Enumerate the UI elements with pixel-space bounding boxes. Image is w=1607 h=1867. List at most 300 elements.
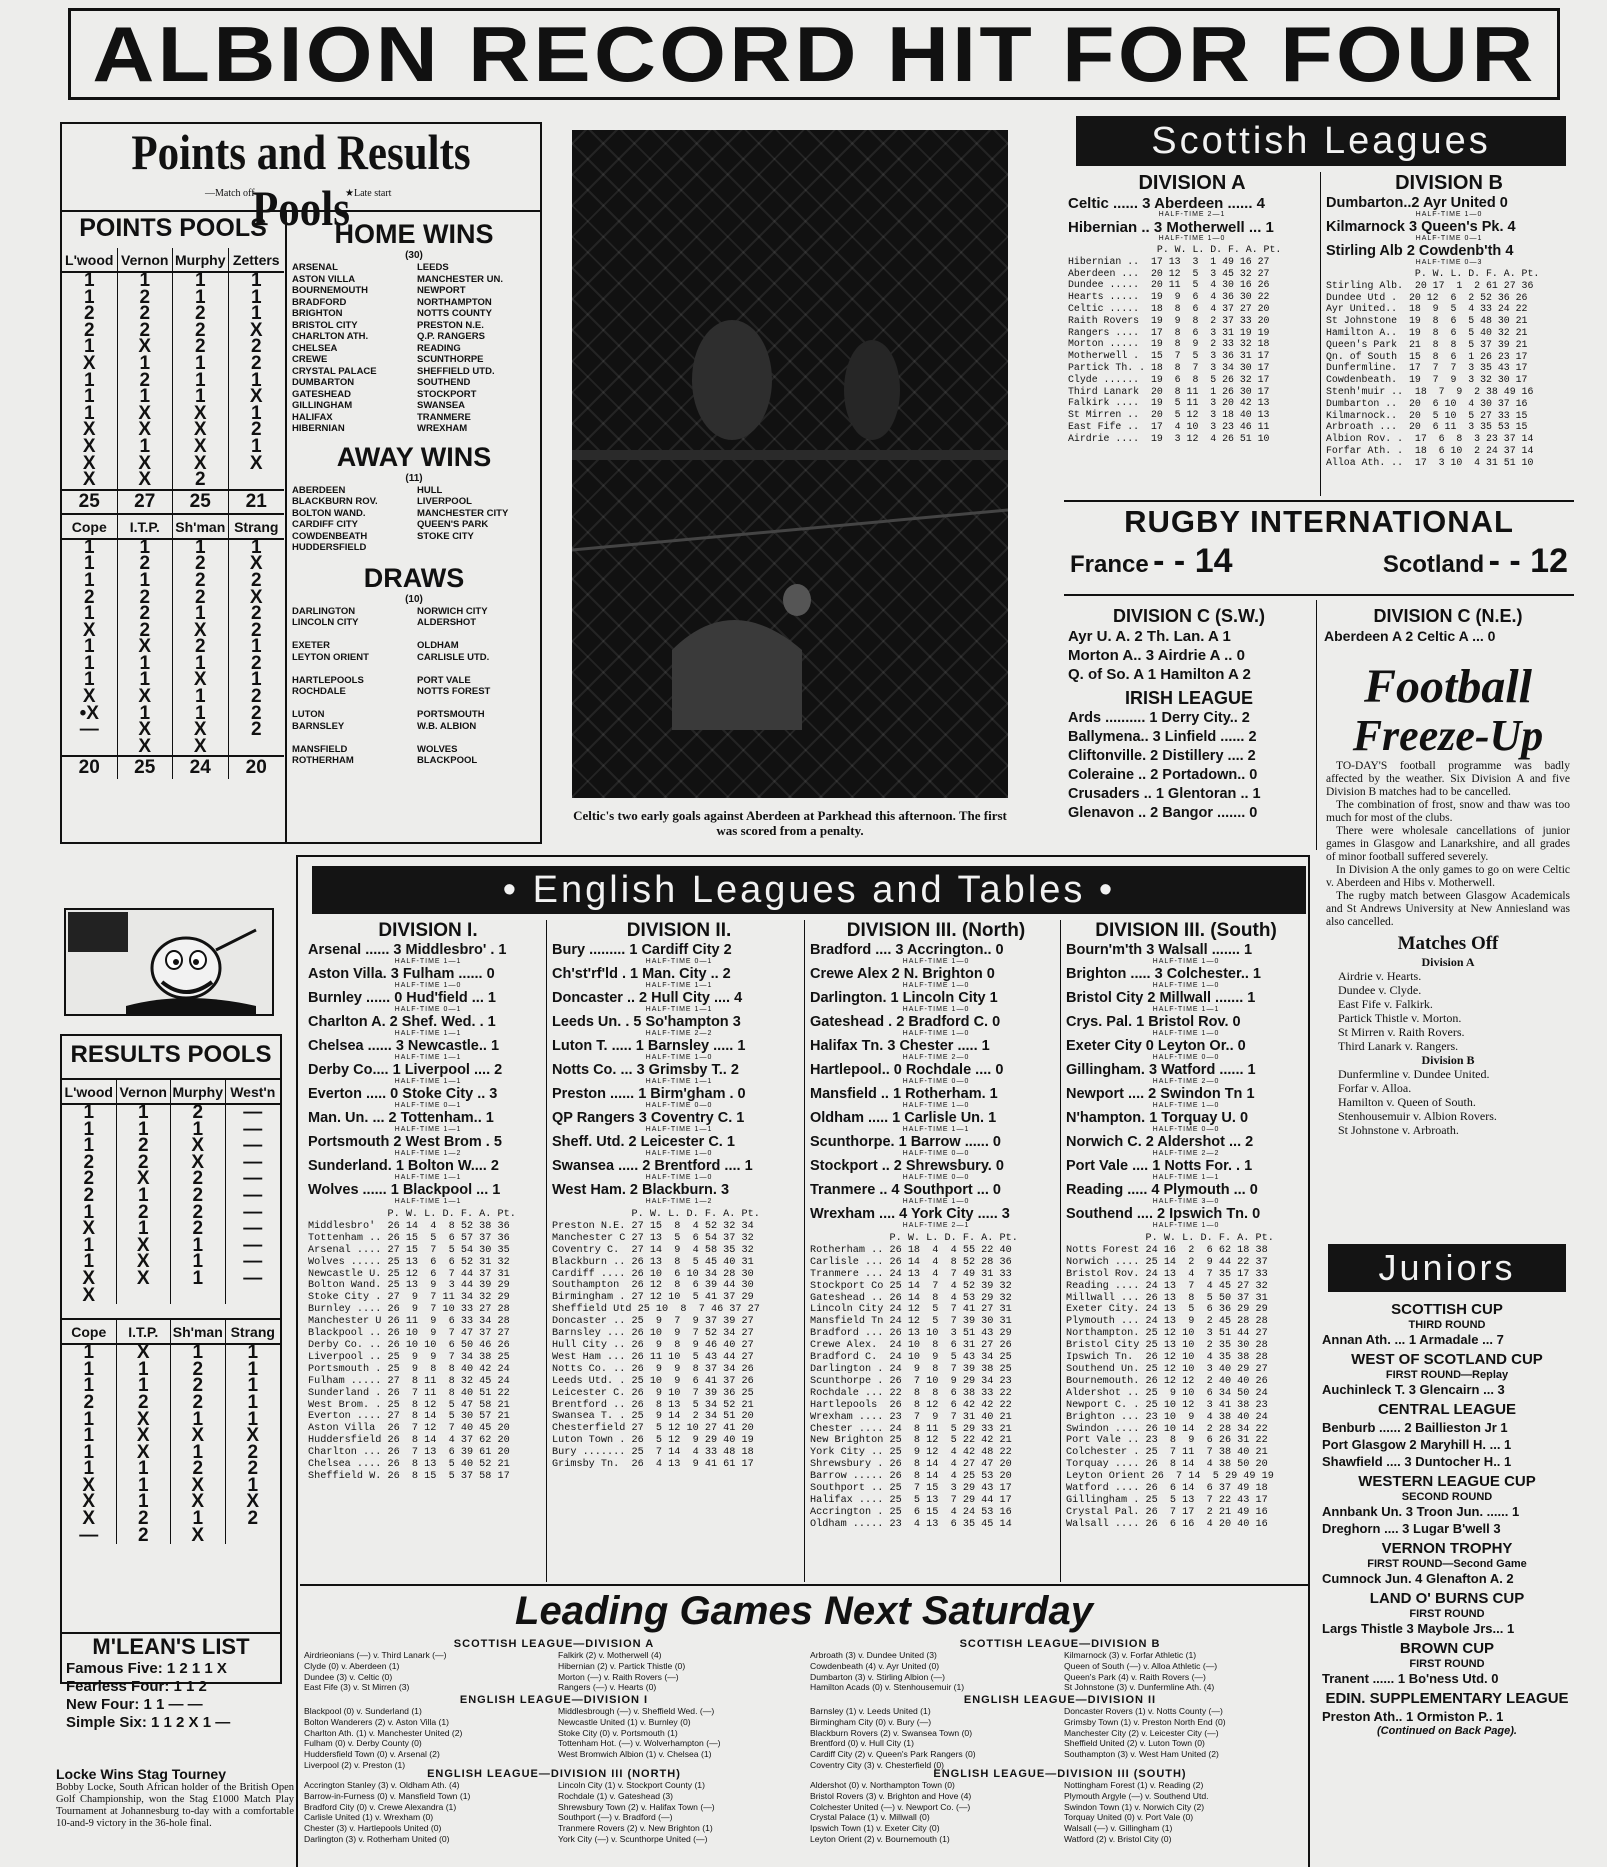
pool-cell: 1 — [62, 1105, 117, 1122]
pool-cell: 1 — [247, 1342, 259, 1364]
fixture: Cardiff City (2) v. Queen's Park Rangers (0) — [810, 1749, 976, 1760]
pool-cell: 1 — [171, 1122, 226, 1139]
pool-cell — [171, 1288, 226, 1305]
english-leagues-title: • English Leagues and Tables • — [502, 868, 1116, 911]
team-name — [292, 629, 411, 641]
div-b-results — [1326, 195, 1572, 266]
pool-column-header: L'wood — [62, 248, 118, 273]
pool-cell: — — [243, 1118, 263, 1140]
headline-text: ALBION RECORD HIT FOR FOUR — [91, 9, 1537, 98]
next-block-heading: ENGLISH LEAGUE—DIVISION I — [459, 1694, 649, 1706]
pool-cell: — — [243, 1201, 263, 1223]
junior-competition: SCOTTISH CUP — [1391, 1301, 1503, 1318]
freeze-paragraph: The rugby match between Glasgow Academicals and St Andrews University at New Anniesland was also cancelled. — [1326, 890, 1570, 928]
pool-cell: 1 — [62, 1254, 117, 1271]
match-result: Bradford .... 3 Accrington.. 0 — [810, 942, 1004, 958]
english-division-1 — [308, 920, 548, 1483]
pool-cell: 2 — [62, 1171, 117, 1188]
matches-off-title: Matches Off — [1397, 933, 1499, 954]
half-time-score: HALF-TIME 0—1 — [394, 1102, 462, 1109]
scottish-leagues-title: Scottish Leagues — [1151, 119, 1491, 162]
match-result: Aston Villa. 3 Fulham ...... 0 — [308, 966, 495, 982]
juniors-bar — [1328, 1244, 1566, 1292]
fixture: Middlesbrough (—) v. Sheffield Wed. (—) — [558, 1706, 715, 1716]
pool-cell: — — [243, 1218, 263, 1240]
team-name: WREXHAM — [417, 423, 468, 434]
pool-column-header: I.T.P. — [117, 1320, 172, 1345]
half-time-score: HALF-TIME 0—1 — [645, 958, 713, 965]
match-result: Portsmouth 2 West Brom . 5 — [308, 1134, 502, 1150]
legend-match-off: —Match off — [205, 188, 255, 199]
match-result: Mansfield .. 1 Rotherham. 1 — [810, 1086, 998, 1102]
team-name — [292, 732, 411, 744]
pool-cell: X — [118, 406, 174, 423]
scottish-div-b — [1326, 172, 1572, 469]
half-time-score: HALF-TIME 1—0 — [645, 1174, 713, 1181]
pool-cell: X — [117, 1428, 172, 1445]
pool-cell: 2 — [173, 556, 229, 573]
half-time-score: HALF-TIME 0—1 — [1415, 235, 1483, 242]
junior-result: Largs Thistle 3 Maybole Jrs... 1 — [1322, 1621, 1515, 1636]
fixture: Newcastle United (1) v. Burnley (0) — [558, 1716, 691, 1727]
points-pools-totals — [62, 489, 284, 513]
team-name: HARTLEPOOLS — [292, 674, 364, 686]
team-name: LEYTON ORIENT — [292, 651, 369, 663]
next-saturday-title: Leading Games Next Saturday — [515, 1589, 1093, 1633]
pool-cell: 1 — [117, 1378, 172, 1395]
pool-column-header: Strang — [229, 515, 285, 540]
div-c-vertical-rule — [1316, 600, 1317, 850]
results-pools-headers — [62, 1078, 280, 1105]
div-c-ne-title: DIVISION C (N.E.) — [1373, 606, 1523, 626]
match-result: Q. of So. A 1 Hamilton A 2 — [1068, 666, 1251, 683]
half-time-score: HALF-TIME 1—0 — [1152, 1222, 1220, 1229]
team-name: LUTON — [292, 709, 325, 720]
match-result: Dumbarton..2 Ayr United 0 — [1326, 195, 1508, 211]
half-time-score: HALF-TIME 0—0 — [1152, 1054, 1220, 1061]
team-name: BLACKPOOL — [417, 755, 478, 766]
fixture: Liverpool (2) v. Preston (1) — [304, 1759, 406, 1770]
match-result: Tranmere .. 4 Southport ... 0 — [810, 1182, 1001, 1198]
pool-cell: 1 — [118, 273, 174, 290]
league-table: P. W. L. D. F. A. Pt. Rotherham .. 26 18 4 4 55 22 40 Carlisle ... 26 14 4 8 52 28 36 Tranmere ... 24 13 4 7 49 31 33 Stockport Co 25 14 7 4 52 39 32 Gateshead .. 26 14 8 4 53 29 32 Lincoln City 24 12 5 7 41 27 31 Mansfield Tn 24 12 5 7 39 30 31 Bradford ... 26 13 10 3 51 43 29 Crewe Alex. 24 10 8 6 31 27 26 Bradford C. 24 10 9 5 43 34 25 Darlington . 24 9 8 7 39 38 25 Scunthorpe . 26 7 10 9 29 34 23 Rochdale ... 22 8 8 6 38 33 22 Hartlepools 26 8 12 6 42 42 22 Wrexham .... 23 7 9 7 31 40 21 Chester .... 24 8 11 5 29 33 21 New Brighton 25 8 12 5 22 42 21 York City .. 25 9 12 4 42 48 22 Shrewsbury . 26 8 14 4 27 47 20 Barrow ..... 26 8 14 4 25 53 20 Southport .. 25 7 15 3 29 43 17 Halifax .... 25 5 13 7 29 44 17 Accrington . 25 6 15 4 24 53 16 Oldham ..... 23 4 13 6 35 45 14 — [810, 1233, 1018, 1530]
matches-off-item: Stenhousemuir v. Albion Rovers. — [1338, 1109, 1497, 1123]
pool-cell: 1 — [117, 1188, 172, 1205]
team-name: ROCHDALE — [292, 686, 346, 697]
matches-off-item: Forfar v. Alloa. — [1338, 1081, 1412, 1095]
mclean-list — [62, 1632, 280, 1732]
fixture: Hibernian (2) v. Partick Thistle (0) — [558, 1660, 686, 1671]
fixture: Southampton (3) v. West Ham United (2) — [1064, 1749, 1219, 1760]
pool-cell: 2 — [62, 306, 118, 323]
team-name — [417, 629, 536, 641]
pool-cell: X — [118, 422, 174, 439]
fixture-column — [1064, 1780, 1310, 1845]
match-result: Celtic ...... 3 Aberdeen ...... 4 — [1068, 195, 1266, 212]
fixture: Blackburn Rovers (2) v. Swansea Town (0) — [810, 1727, 973, 1738]
match-result: Stirling Alb 2 Cowdenb'th 4 — [1326, 243, 1514, 259]
div-c-sw-results — [1068, 627, 1310, 684]
pool-cell: 2 — [118, 306, 174, 323]
half-time-score: HALF-TIME 1—2 — [645, 1198, 713, 1205]
mclean-lines — [62, 1660, 280, 1732]
pool-cell: 1 — [173, 373, 229, 390]
pool-cell: 2 — [62, 1155, 117, 1172]
fixture: Colchester United (—) v. Newport Co. (—) — [810, 1801, 971, 1812]
pool-cell: 2 — [118, 606, 174, 623]
english-column-rule — [804, 920, 805, 1582]
pool-cell: 2 — [171, 1188, 226, 1205]
match-photo — [572, 130, 1008, 798]
pool-cell: X — [62, 1511, 117, 1528]
match-result: Man. Un. ... 2 Tottenham.. 1 — [308, 1110, 494, 1126]
matches-off-item: Dunfermline v. Dundee United. — [1338, 1067, 1490, 1081]
pool-cell: — — [243, 1135, 263, 1157]
match-result: Crewe Alex 2 N. Brighton 0 — [810, 966, 995, 982]
pool-cell — [117, 1288, 172, 1305]
half-time-score: HALF-TIME 2—2 — [1152, 1150, 1220, 1157]
match-result: Ards .......... 1 Derry City.. 2 — [1068, 710, 1250, 726]
match-result: Arsenal ...... 3 Middlesbro' . 1 — [308, 942, 507, 958]
half-time-score: HALF-TIME 0—1 — [394, 1006, 462, 1013]
rugby-team1: France — [1070, 551, 1149, 578]
cartoon — [64, 908, 274, 1016]
pool-cell: 1 — [173, 290, 229, 307]
matches-off-item: St Mirren v. Raith Rovers. — [1338, 1025, 1465, 1039]
pool-cell: 1 — [247, 1408, 259, 1430]
half-time-score: HALF-TIME 1—0 — [902, 982, 970, 989]
fixture: Brentford (0) v. Hull City (1) — [810, 1738, 914, 1749]
pool-cell: — — [243, 1102, 263, 1123]
fixture: Walsall (—) v. Gillingham (1) — [1064, 1823, 1173, 1834]
pool-cell: X — [117, 1445, 172, 1462]
team-name: ROTHERHAM — [292, 755, 354, 766]
pool-cell: 1 — [247, 1391, 259, 1413]
rugby-team2: Scotland — [1382, 551, 1485, 578]
team-name: PORT VALE — [417, 674, 471, 686]
team-name: DARLINGTON — [292, 605, 356, 617]
pool-cell: X — [249, 319, 263, 341]
pool-cell: — — [243, 1184, 263, 1206]
pool-cell: 2 — [117, 1528, 172, 1545]
home-wins-list — [292, 262, 536, 435]
pool-cell: 1 — [250, 286, 262, 308]
matches-off-item: Third Lanark v. Rangers. — [1338, 1039, 1459, 1053]
team-name — [417, 663, 536, 675]
half-time-score: HALF-TIME 1—2 — [394, 1150, 462, 1157]
match-result: Wolves ...... 1 Blackpool ... 1 — [308, 1182, 501, 1198]
pool-cell: X — [118, 739, 174, 756]
match-result: Gillingham. 3 Watford ...... 1 — [1066, 1062, 1256, 1078]
freeze-title-2: Freeze-Up — [1352, 711, 1544, 760]
fixture: Torquay United (0) v. Port Vale (0) — [1064, 1812, 1194, 1823]
team-name: CARDIFF CITY — [292, 519, 358, 530]
pool-column-header: Vernon — [118, 248, 174, 273]
pools-vertical-divider — [285, 210, 287, 844]
match-result: Charlton A. 2 Shef. Wed. . 1 — [308, 1014, 496, 1030]
matches-off-div-b — [1326, 1067, 1570, 1137]
div-b-table: P. W. L. D. F. A. Pt. Stirling Alb. 20 17 1 2 61 27 36 Dundee Utd . 20 12 6 2 52 36 26 Ayr United.. 18 9 5 4 33 24 22 St Johnstone 19 8 6 5 48 30 21 Hamilton A.. 19 8 6 5 40 32 21 Queen's Park 21 8 8 5 37 39 21 Qn. of South 15 8 6 1 26 23 17 Dunfermline. 17 7 7 3 35 43 17 Cowdenbeath. 19 7 9 3 32 30 17 Stenh'muir .. 18 7 9 2 38 49 16 Dumbarton .. 20 6 10 4 30 37 16 Kilmarnock.. 20 5 10 5 27 33 15 Arbroath ... 20 6 11 3 35 53 15 Albion Rov. . 17 6 8 3 23 37 14 Forfar Ath. . 18 6 10 2 24 37 14 Alloa Ath. .. 17 3 10 4 31 51 10 — [1326, 268, 1540, 468]
junior-competition: CENTRAL LEAGUE — [1377, 1401, 1517, 1418]
half-time-score: HALF-TIME 1—0 — [902, 958, 970, 965]
match-result: Hibernian .. 3 Motherwell ... 1 — [1068, 219, 1274, 236]
fixture: Dumbarton (3) v. Stirling Albion (—) — [810, 1671, 945, 1682]
fixture: Coventry City (3) v. Chesterfield (0) — [810, 1759, 945, 1770]
team-name: TRANMERE — [417, 411, 471, 423]
half-time-score: HALF-TIME 1—1 — [394, 1198, 462, 1205]
pool-cell: X — [62, 1288, 117, 1305]
fixture-column — [304, 1650, 550, 1693]
pool-cell: X — [246, 1425, 260, 1447]
pool-cell: 2 — [62, 1395, 117, 1412]
team-name: CHELSEA — [292, 342, 338, 354]
team-name: LIVERPOOL — [417, 496, 472, 507]
fixture: Shrewsbury Town (2) v. Halifax Town (—) — [558, 1801, 715, 1812]
pool-cell: 2 — [117, 1138, 172, 1155]
pool-cell: 2 — [250, 719, 262, 741]
pool-total: 21 — [229, 489, 285, 513]
half-time-score: HALF-TIME 1—0 — [1158, 235, 1226, 242]
photo-caption: Celtic's two early goals against Aberdeen at Parkhead this afternoon. The first was scored from a penalty. — [573, 808, 1007, 838]
half-time-score: HALF-TIME 1—0 — [1152, 1030, 1220, 1037]
pool-cell: 2 — [171, 1105, 226, 1122]
team-name: MANCHESTER CITY — [417, 507, 509, 519]
pools-title: Points and Results Pools — [131, 124, 471, 236]
league-table: P. W. L. D. F. A. Pt. Notts Forest 24 16 2 6 62 18 38 Norwich .... 25 14 2 9 44 22 37 Bristol Rov. 24 13 4 7 35 17 33 Reading .... 24 13 7 4 45 27 32 Millwall ... 26 13 8 5 50 37 31 Exeter City. 24 13 5 6 36 29 29 Plymouth ... 24 13 9 2 45 28 28 Northampton. 25 12 10 3 51 44 27 Bristol City 25 13 10 2 35 30 28 Ipswich Tn. 26 12 10 4 35 38 28 Southend Un. 25 12 10 3 40 29 27 Bournemouth. 26 12 12 2 40 40 26 Aldershot .. 25 9 10 6 34 50 24 Newport C. . 25 10 12 3 41 38 23 Brighton ... 23 10 9 4 38 40 24 Swindon .... 26 10 14 2 28 34 22 Port Vale .. 23 8 9 6 26 31 22 Colchester . 25 7 11 7 38 40 21 Torquay .... 26 8 14 4 38 50 20 Leyton Orient 26 7 14 5 29 49 19 Watford .... 26 6 14 6 37 49 18 Gillingham . 25 5 13 7 22 43 17 Crystal Pal. 26 7 17 2 21 49 16 Walsall .... 26 6 16 4 20 40 16 — [1066, 1233, 1274, 1530]
pool-cell: 1 — [62, 639, 118, 656]
pool-cell: 2 — [173, 339, 229, 356]
team-name: READING — [417, 342, 461, 354]
pool-column-header: Zetters — [229, 248, 285, 273]
next-saturday-block-2 — [810, 1638, 1310, 1693]
match-result: Wrexham .... 4 York City ..... 3 — [810, 1206, 1010, 1222]
fixture: Bradford City (0) v. Crewe Alexandra (1) — [304, 1801, 457, 1812]
pool-cell: 1 — [117, 1478, 172, 1495]
match-result: Port Vale .... 1 Notts For. . 1 — [1066, 1158, 1253, 1174]
fixture: Plymouth Argyle (—) v. Southend Utd. — [1064, 1790, 1209, 1801]
pool-cell: 2 — [173, 573, 229, 590]
freeze-paragraph: The combination of frost, snow and thaw was too much for most of the clubs. — [1326, 799, 1570, 824]
team-name: SHEFFIELD UTD. — [417, 365, 495, 377]
pool-cell: X — [171, 1138, 226, 1155]
pool-cell: 2 — [247, 1441, 259, 1463]
team-name: HULL — [417, 484, 443, 496]
pool-cell: — — [62, 1528, 117, 1545]
match-result: Bourn'm'th 3 Walsall ....... 1 — [1066, 942, 1253, 958]
pool-cell: 2 — [118, 590, 174, 607]
english-division-3 — [810, 920, 1062, 1531]
pool-column-header: L'wood — [62, 1080, 117, 1105]
pool-cell: X — [173, 422, 229, 439]
pool-cell: X — [62, 1494, 117, 1511]
half-time-score: HALF-TIME 2—0 — [1152, 1078, 1220, 1085]
freeze-paragraph: There were wholesale cancellations of junior games in Glasgow and Lanarkshire, and all grades of minor football suffered severely. — [1326, 825, 1570, 863]
pool-cell: 2 — [171, 1205, 226, 1222]
freeze-paras — [1326, 760, 1570, 929]
pool-cell: 1 — [62, 1345, 117, 1362]
scottish-leagues-bar — [1076, 116, 1566, 166]
match-result: Southend .... 2 Ipswich Tn. 0 — [1066, 1206, 1261, 1222]
half-time-score: HALF-TIME 1—0 — [1415, 211, 1483, 218]
fixture: Sheffield United (2) v. Luton Town (0) — [1064, 1738, 1205, 1749]
points-pools2-body — [62, 536, 284, 757]
match-result: Leeds Un. . 5 So'hampton 3 — [552, 1014, 741, 1030]
pool-cell: X — [62, 1478, 117, 1495]
pool-cell: 2 — [117, 1511, 172, 1528]
team-name: MANCHESTER UN. — [417, 273, 504, 285]
team-name: HIBERNIAN — [292, 423, 345, 434]
pool-cell: X — [118, 339, 174, 356]
half-time-score: HALF-TIME 1—1 — [902, 1126, 970, 1133]
half-time-score: HALF-TIME 0—0 — [902, 1150, 970, 1157]
team-name — [417, 542, 536, 554]
pool-cell: 1 — [62, 339, 118, 356]
fixture-column — [304, 1706, 550, 1771]
away-wins-title: AWAY WINS — [336, 441, 492, 472]
half-time-score: HALF-TIME 0—0 — [902, 1078, 970, 1085]
home-wins-count: (30) — [405, 250, 423, 261]
fixture: Airdrieonians (—) v. Third Lanark (—) — [304, 1650, 447, 1660]
fixture: West Bromwich Albion (1) v. Chelsea (1) — [558, 1749, 712, 1760]
fixture: Chester (3) v. Hartlepools United (0) — [304, 1823, 442, 1834]
pool-cell: 2 — [117, 1155, 172, 1172]
pool-cell: 1 — [62, 1445, 117, 1462]
pool-cell: 2 — [173, 639, 229, 656]
fixture: Grimsby Town (1) v. Preston North End (0) — [1064, 1716, 1226, 1727]
matches-off-div-a — [1326, 969, 1570, 1053]
pool-cell: 1 — [62, 656, 118, 673]
pool-cell: 2 — [62, 1188, 117, 1205]
next-block-heading: ENGLISH LEAGUE—DIVISION III (SOUTH) — [933, 1768, 1187, 1780]
junior-result: Dreghorn .... 3 Lugar B'well 3 — [1322, 1521, 1501, 1536]
next-saturday-block-4 — [810, 1694, 1310, 1771]
half-time-score: HALF-TIME 1—1 — [645, 1078, 713, 1085]
team-name — [417, 698, 536, 710]
match-result: N'hampton. 1 Torquay U. 0 — [1066, 1110, 1249, 1126]
pool-cell: X — [171, 1428, 226, 1445]
team-name: NOTTS FOREST — [417, 686, 491, 697]
half-time-score: HALF-TIME 2—0 — [902, 1054, 970, 1061]
half-time-score: HALF-TIME 1—0 — [902, 1102, 970, 1109]
next-block-fixtures — [304, 1780, 804, 1845]
cartoon-drawing — [66, 910, 272, 1014]
irish-results — [1068, 709, 1310, 823]
match-result: Scunthorpe. 1 Barrow ...... 0 — [810, 1134, 1001, 1150]
team-name: WOLVES — [417, 743, 458, 755]
match-result: Newport .... 2 Swindon Tn 1 — [1066, 1086, 1255, 1102]
pool-cell: X — [249, 386, 263, 408]
scottish-vertical-rule — [1320, 172, 1321, 496]
fixture: Fulham (0) v. Derby County (0) — [304, 1738, 422, 1749]
fixture-column — [1064, 1650, 1310, 1693]
fixture: Leyton Orient (2) v. Bournemouth (1) — [810, 1833, 950, 1844]
pool-cell: X — [62, 689, 118, 706]
pool-cell: X — [62, 356, 118, 373]
pool-cell: 1 — [117, 1494, 172, 1511]
next-saturday-block-3 — [304, 1694, 804, 1771]
pool-cell: X — [62, 472, 118, 489]
pool-total: 25 — [173, 489, 229, 513]
div-c-ne-results — [1324, 627, 1572, 646]
match-result: Ch'st'rf'ld . 1 Man. City .. 2 — [552, 966, 731, 982]
half-time-score: HALF-TIME 1—0 — [902, 1198, 970, 1205]
pool-cell: 2 — [173, 590, 229, 607]
team-name: SCUNTHORPE — [417, 354, 484, 365]
headline — [68, 8, 1560, 100]
fixture: Manchester City (2) v. Leicester City (—) — [1064, 1727, 1219, 1738]
team-name: SOUTHEND — [417, 377, 471, 388]
pool-cell: X — [117, 1345, 172, 1362]
pool-cell: X — [173, 672, 229, 689]
pool-cell: 2 — [171, 1461, 226, 1478]
away-wins-count: (11) — [405, 472, 423, 484]
pool-cell: 1 — [171, 1511, 226, 1528]
pool-column-header: Cope — [62, 1320, 117, 1345]
team-name: CRYSTAL PALACE — [292, 365, 377, 377]
locke-title: Locke Wins Stag Tourney — [56, 1766, 226, 1782]
half-time-score: HALF-TIME 1—1 — [394, 958, 462, 965]
pool-cell: 2 — [118, 290, 174, 307]
pool-total: 25 — [62, 489, 118, 513]
pool-cell: 1 — [62, 373, 118, 390]
pool-column-header: Cope — [62, 515, 118, 540]
pool-cell: 2 — [171, 1378, 226, 1395]
pool-cell: 1 — [62, 389, 118, 406]
pool-cell: 1 — [173, 540, 229, 557]
pool-cell: 1 — [62, 1428, 117, 1445]
pool-cell: 1 — [250, 369, 262, 391]
pool-cell: 1 — [62, 540, 118, 557]
fixture: Carlisle United (1) v. Wrexham (0) — [304, 1812, 434, 1823]
mclean-line: Simple Six: 1 1 2 X 1 — — [66, 1714, 231, 1731]
pool-cell: 1 — [171, 1238, 226, 1255]
fixture-column — [810, 1780, 1056, 1845]
team-name: LEEDS — [417, 262, 449, 273]
half-time-score: HALF-TIME 1—0 — [645, 1054, 713, 1061]
fixture: Nottingham Forest (1) v. Reading (2) — [1064, 1780, 1204, 1790]
rugby-title: RUGBY INTERNATIONAL — [1124, 504, 1514, 539]
pool-cell: X — [117, 1412, 172, 1429]
match-result: Chelsea ...... 3 Newcastle.. 1 — [308, 1038, 500, 1054]
pool-cell: 2 — [118, 373, 174, 390]
fixture: Queen's Park (4) v. Raith Rovers (—) — [1064, 1671, 1206, 1682]
pool-cell: 1 — [62, 1205, 117, 1222]
div-c-ne — [1324, 606, 1572, 646]
english-division-4 — [1066, 920, 1306, 1531]
team-name: COWDENBEATH — [292, 530, 368, 542]
half-time-score: HALF-TIME 1—1 — [394, 1126, 462, 1133]
pool-cell — [229, 472, 285, 489]
junior-competition: WESTERN LEAGUE CUP — [1358, 1473, 1536, 1490]
pool-cell: 1 — [62, 273, 118, 290]
match-result: Everton ..... 0 Stoke City .. 3 — [308, 1086, 498, 1102]
fixture: Falkirk (2) v. Motherwell (4) — [558, 1650, 662, 1660]
fixture-column — [810, 1650, 1056, 1693]
match-result: Brighton ..... 3 Colchester.. 1 — [1066, 966, 1261, 982]
pool-cell: 2 — [250, 652, 262, 674]
pool-cell: 1 — [117, 1362, 172, 1379]
half-time-score: HALF-TIME 2—1 — [1158, 211, 1226, 218]
pool-cell: X — [246, 1491, 260, 1513]
match-result: Sheff. Utd. 2 Leicester C. 1 — [552, 1134, 735, 1150]
english-column-rule — [546, 920, 547, 1582]
next-block-fixtures — [304, 1650, 804, 1693]
fixture-column — [558, 1706, 804, 1771]
juniors-results — [1322, 1298, 1572, 1737]
match-result: Bristol City 2 Millwall ....... 1 — [1066, 990, 1256, 1006]
team-name: NEWPORT — [417, 285, 466, 296]
pool-cell — [62, 739, 118, 756]
